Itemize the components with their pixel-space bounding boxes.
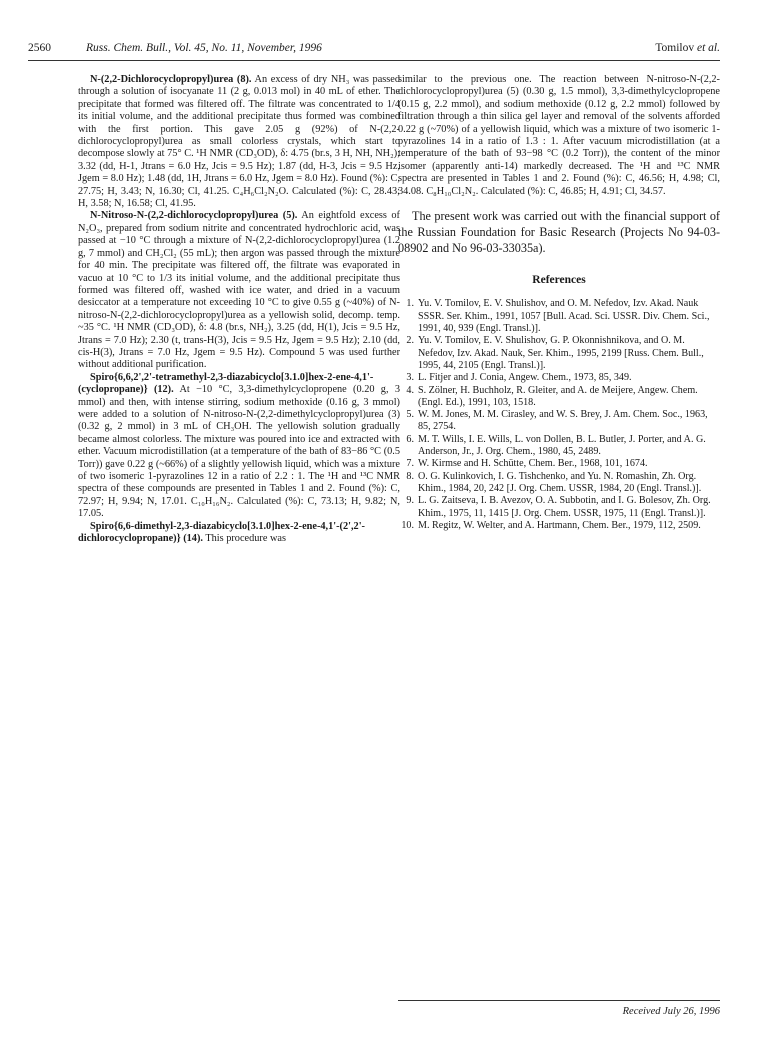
reference-text: W. Kirmse and H. Schütte, Chem. Ber., 1968, 101, 1674.: [418, 458, 648, 470]
paragraph-text: An eightfold excess of N₂O₃, prepared from sodium nitrite and concentrated hydrochloric acid, was passed at −10 °C through a mixture of N-(2,2-dichlorocyclopropyl)urea (1.2 g, 7 mmol) and CH₂Cl₂ (55 mL); then argon was passed through the mixture for 40 min. The precipitate was filtered off, the filtrate was evaporated in vacuo at 10 °C to 1/3 its initial volume, and the additional precipitate thus formed was filtered off, washed with ice water, and dried in a vacuum desiccator at a temperature not exceeding 10 °C to give 0.55 g (~40%) of N-nitroso-N-(2,2-dichlorocyclopropyl)urea as a yellowish solid, decomp. temp. ~35 °C. ¹H NMR (CD₃OD), δ: 4.8 (br.s, NH₂), 3.25 (dd, H(1), Jcis = 9.5 Hz, Jtrans = 7.0 Hz); 2.30 (t, trans-H(3), Jcis = 9.5 Hz, Jgem = 9.5 Hz); 2.10 (dd, cis-H(3), Jtrans = 7.0 Hz, Jgem = 9.5 Hz). Compound 5 was used further without additional purification.: [78, 210, 400, 371]
reference-item: [398, 495, 720, 520]
reference-text: Yu. V. Tomilov, E. V. Shulishov, G. P. Okonnishnikova, and O. M. Nefedov, Izv. Akad. Nauk, Ser. Khim., 1995, 2199 [Russ. Chem. Bull., 1995, 44, 2105 (Engl. Transl.)].: [418, 335, 704, 371]
reference-item: [398, 335, 720, 372]
reference-number: 4.: [406, 384, 414, 396]
reference-item: [398, 372, 720, 384]
reference-text: S. Zölner, H. Buchholz, R. Gleiter, and A. de Meijere, Angew. Chem. (Engl. Ed.), 1991, 103, 1518.: [418, 384, 698, 408]
reference-number: 6.: [406, 433, 414, 445]
compound-title: Spiro{6,6-dimethyl-2,3-diazabicyclo[3.1.0]hex-2-ene-4,1'-(2',2'-dichlorocyclopropane)} (14).: [78, 520, 365, 545]
reference-text: M. T. Wills, I. E. Wills, L. von Dollen, B. L. Butler, J. Porter, and A. G. Anderson, Jr., J. Org. Chem., 1980, 45, 2489.: [418, 433, 706, 458]
reference-list: [398, 298, 720, 532]
reference-number: 8.: [406, 470, 414, 482]
received-date: Received July 26, 1996: [622, 1006, 720, 1017]
reference-number: 3.: [406, 372, 414, 384]
reference-text: W. M. Jones, M. M. Cirasley, and W. S. Brey, J. Am. Chem. Soc., 1963, 85, 2754.: [418, 409, 708, 433]
paragraph-text: This procedure was: [202, 533, 286, 545]
reference-item: [398, 520, 720, 532]
paragraph-compound-5: [78, 210, 400, 371]
references-heading: References: [532, 274, 586, 287]
reference-item: [398, 298, 720, 335]
reference-number: 5.: [406, 409, 414, 421]
reference-item: [398, 471, 720, 496]
reference-number: 1.: [406, 298, 414, 310]
paragraph-continued: similar to the previous one. The reaction between N-nitroso-N-(2,2-dichlorocyclopropyl)urea (5) (0.30 g, 1.5 mmol), 3,3-dimethylcyclopropene (0.15 g, 2.2 mmol), and sodium methoxide (0.12 g, 2.2 mmol) followed by filtration through a thin silica gel layer and removal of the solvents afforded 0.22 g (~70%) of a yellowish liquid, which was a mixture of two isomeric 1-pyrazolines 14 in a ratio of 1.3 : 1. After vacuum microdistillation (at a temperature of the bath of 93−98 °C (0.2 Torr)), the content of the minor isomer (apparently anti-14) markedly decreased. The ¹H and ¹³C NMR spectra are presented in Tables 1 and 2. Found (%): C, 46.56; H, 4.98; Cl, 34.08. C₈H₁₀Cl₂N₂. Calculated (%): C, 46.85; H, 4.91; Cl, 34.57.: [398, 74, 720, 197]
reference-item: [398, 385, 720, 410]
compound-title: Spiro{6,6,2',2'-tetramethyl-2,3-diazabicyclo[3.1.0]hex-2-ene-4,1'-(cyclopropane)} (12).: [78, 371, 374, 396]
running-authors: [655, 42, 720, 54]
reference-item: [398, 458, 720, 470]
reference-number: 9.: [406, 495, 414, 507]
reference-text: L. G. Zaitseva, I. B. Avezov, O. A. Subbotin, and I. G. Bolesov, Zh. Org. Khim., 1975, 11, 1415 [J. Org. Chem. USSR, 1975, 11 (Engl. Transl.)].: [418, 495, 711, 519]
right-column: [398, 74, 720, 532]
reference-item: [398, 409, 720, 434]
paragraph-compound-14: [78, 521, 400, 546]
author-name: Tomilov: [655, 42, 695, 54]
end-rule: [398, 1000, 720, 1001]
running-header: [28, 42, 720, 61]
journal-citation: Russ. Chem. Bull., Vol. 45, No. 11, November, 1996: [86, 42, 322, 54]
reference-number: 10.: [401, 519, 414, 531]
reference-text: L. Fitjer and J. Conia, Angew. Chem., 1973, 85, 349.: [418, 372, 632, 384]
compound-title: N-(2,2-Dichlorocyclopropyl)urea (8).: [90, 74, 252, 85]
acknowledgment: The present work was carried out with the financial support of the Russian Foundation for Basic Research (Projects No 94-03-08902 and No 96-03-33035a).: [398, 209, 720, 256]
reference-text: O. G. Kulinkovich, I. G. Tishchenko, and Yu. N. Romashin, Zh. Org. Khim., 1984, 20, 242 [J. Org. Chem. USSR, 1984, 20 (Engl. Transl.)].: [418, 470, 702, 494]
et-al: et al.: [697, 42, 720, 54]
paragraph-text: At −10 °C, 3,3-dimethylcyclopropene (0.20 g, 3 mmol) and then, with intense stirring, sodium methoxide (0.16 g, 3 mmol) were added to a solution of N-nitroso-N-(2,2-dimethylcyclopropyl)urea (3) (0.32 g, 2 mmol) in 3 mL of CH₃OH. The yellowish solution gradually became almost colorless. The mixture was poured into ice and extracted with ether. Vacuum microdistillation (at a temperature of the bath of 83−86 °C (0.5 Torr)) gave 0.22 g (~66%) of a slightly yellowish liquid, which was a mixture of two isomeric 1-pyrazolines 12 in a ratio of 2.2 : 1. The ¹H and ¹³C NMR spectra of these compounds are presented in Tables 1 and 2. Found (%): C, 72.97; H, 9.94; N, 17.01. C₁₀H₁₆N₂. Calculated (%): C, 73.13; H, 9.82; N, 17.05.: [78, 384, 400, 520]
paragraph-compound-8: [78, 74, 400, 210]
compound-title: N-Nitroso-N-(2,2-dichlorocyclopropyl)urea (5).: [90, 210, 298, 222]
reference-item: [398, 434, 720, 459]
paragraph-text: An excess of dry NH₃ was passed through a solution of isocyanate 11 (2 g, 0.013 mol) in 40 mL of ether. The precipitate that formed was filtered off. The filtrate was concentrated to 1/4 its initial volume, and the additional precipitate thus formed was combined with the first portion. This gave 2.05 g (92%) of N-(2,2-dichlorocyclopropyl)urea as small colorless crystals, which start to decompose slowly at 75° C. ¹H NMR (CD₃OD), δ: 4.75 (br.s, 3 H, NH, NH₂); 3.32 (dd, H-1, Jtrans = 6.0 Hz, Jcis = 9.5 Hz); 1.87 (dd, H-3, Jcis = 9.5 Hz, Jgem = 8.0 Hz); 1.48 (dd, 1H, Jtrans = 6.0 Hz, Jgem = 8.0 Hz). Found (%): C, 27.75; H, 3.43; N, 16.30; Cl, 41.25. C₄H₆Cl₂N₂O. Calculated (%): C, 28.43; H, 3.58; N, 16.58; Cl, 41.95.: [78, 74, 401, 210]
reference-number: 7.: [406, 458, 414, 470]
paragraph-compound-12: [78, 372, 400, 521]
reference-number: 2.: [406, 335, 414, 347]
page-number: 2560: [28, 42, 51, 54]
reference-text: Yu. V. Tomilov, E. V. Shulishov, and O. M. Nefedov, Izv. Akad. Nauk SSSR. Ser. Khim., 1991, 1057 [Bull. Acad. Sci. USSR. Div. Chem. Sci., 1991, 40, 939 (Engl. Transl.)].: [418, 298, 710, 335]
left-column: [78, 74, 400, 545]
reference-text: M. Regitz, W. Welter, and A. Hartmann, Chem. Ber., 1979, 112, 2509.: [418, 519, 701, 531]
